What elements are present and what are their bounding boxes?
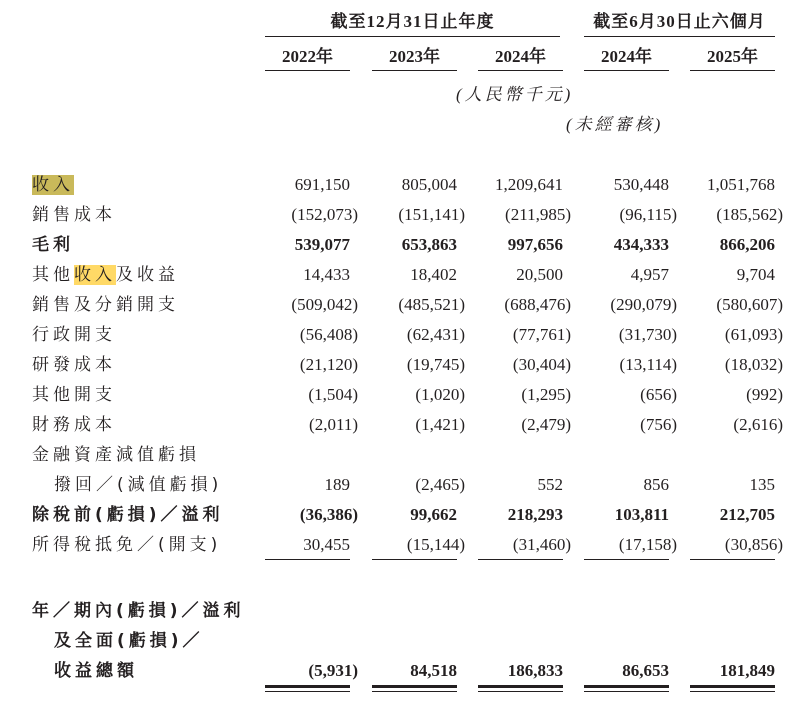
cell: 539,077 bbox=[294, 235, 350, 254]
cell: (5,931) bbox=[308, 661, 358, 680]
cell: 9,704 bbox=[736, 265, 775, 284]
row-label: 財務成本 bbox=[32, 415, 116, 435]
label-part: 及收益 bbox=[116, 265, 179, 285]
cell: (18,032) bbox=[724, 355, 783, 374]
total-double-rule bbox=[478, 685, 563, 692]
cell: 1,209,641 bbox=[495, 175, 563, 194]
cell: (2,011) bbox=[309, 415, 358, 434]
cell: (30,856) bbox=[724, 535, 783, 554]
cell: (21,120) bbox=[299, 355, 358, 374]
highlighted-text: 收入 bbox=[74, 265, 116, 285]
cell: (36,386) bbox=[299, 505, 358, 524]
row-label: 研發成本 bbox=[32, 355, 116, 375]
cell: (290,079) bbox=[610, 295, 677, 314]
cell: (2,465) bbox=[415, 475, 465, 494]
total-label-line bbox=[0, 626, 800, 656]
table-row bbox=[0, 440, 800, 470]
cell: 30,455 bbox=[303, 535, 350, 554]
unit-note: (人民幣千元) bbox=[456, 85, 574, 104]
cell: (688,476) bbox=[504, 295, 571, 314]
cell: (1,421) bbox=[415, 415, 465, 434]
cell: (19,745) bbox=[406, 355, 465, 374]
cell: 691,150 bbox=[294, 175, 350, 194]
total-double-rule bbox=[265, 685, 350, 692]
cell: 866,206 bbox=[719, 235, 775, 254]
row-label: 年／期內(虧損)／溢利 bbox=[32, 601, 245, 621]
total-row bbox=[0, 656, 800, 686]
cell: 4,957 bbox=[630, 265, 669, 284]
cell: 212,705 bbox=[719, 505, 775, 524]
row-label: 銷售及分銷開支 bbox=[32, 295, 179, 315]
row-label: 撥回／(減值虧損) bbox=[54, 475, 223, 495]
cell: (1,504) bbox=[308, 385, 358, 404]
total-double-rule bbox=[372, 685, 457, 692]
cell: 1,051,768 bbox=[707, 175, 775, 194]
cell: (30,404) bbox=[512, 355, 571, 374]
row-label: 行政開支 bbox=[32, 325, 116, 345]
cell: (580,607) bbox=[716, 295, 783, 314]
cell: 103,811 bbox=[614, 505, 669, 524]
cell: (15,144) bbox=[406, 535, 465, 554]
cell: (485,521) bbox=[398, 295, 465, 314]
row-label: 毛利 bbox=[32, 235, 74, 255]
table-row bbox=[0, 230, 800, 260]
table-row bbox=[0, 410, 800, 440]
cell: 14,433 bbox=[303, 265, 350, 284]
cell: 99,662 bbox=[410, 505, 457, 524]
year-header-5: 2025年 bbox=[690, 44, 775, 71]
cell: 530,448 bbox=[613, 175, 669, 194]
cell: (62,431) bbox=[406, 325, 465, 344]
table-row bbox=[0, 530, 800, 560]
unaudited-note: (未經審核) bbox=[566, 115, 664, 134]
cell: (509,042) bbox=[291, 295, 358, 314]
cell: 18,402 bbox=[410, 265, 457, 284]
cell: (992) bbox=[746, 385, 783, 404]
cell: (31,730) bbox=[618, 325, 677, 344]
total-double-rule bbox=[584, 685, 669, 692]
row-label bbox=[32, 170, 74, 200]
table-row bbox=[0, 500, 800, 530]
cell: (211,985) bbox=[505, 205, 571, 224]
cell: 218,293 bbox=[507, 505, 563, 524]
cell: (13,114) bbox=[619, 355, 677, 374]
row-label: 銷售成本 bbox=[32, 205, 116, 225]
table-row bbox=[0, 290, 800, 320]
cell: 181,849 bbox=[719, 661, 775, 680]
cell: (756) bbox=[640, 415, 677, 434]
table-row bbox=[0, 170, 800, 200]
cell: (152,073) bbox=[291, 205, 358, 224]
row-label: 除稅前(虧損)／溢利 bbox=[32, 505, 224, 525]
year-header-1: 2022年 bbox=[265, 44, 350, 71]
subtotal-rule bbox=[584, 559, 669, 560]
cell: (1,020) bbox=[415, 385, 465, 404]
subtotal-rule bbox=[478, 559, 563, 560]
highlighted-text: 收入 bbox=[32, 175, 74, 195]
cell: 20,500 bbox=[516, 265, 563, 284]
cell: 135 bbox=[749, 475, 775, 494]
subtotal-rule bbox=[372, 559, 457, 560]
cell: 997,656 bbox=[507, 235, 563, 254]
total-double-rule bbox=[690, 685, 775, 692]
cell: 186,833 bbox=[507, 661, 563, 680]
label-part: 其他 bbox=[32, 265, 74, 285]
row-label: 收益總額 bbox=[54, 661, 138, 681]
cell: (61,093) bbox=[724, 325, 783, 344]
row-label: 其他開支 bbox=[32, 385, 116, 405]
row-label: 及全面(虧損)／ bbox=[54, 631, 204, 651]
cell: 653,863 bbox=[401, 235, 457, 254]
table-row bbox=[0, 470, 800, 500]
cell: (185,562) bbox=[716, 205, 783, 224]
cell: (56,408) bbox=[299, 325, 358, 344]
cell: (151,141) bbox=[398, 205, 465, 224]
subtotal-rule bbox=[690, 559, 775, 560]
table-row bbox=[0, 260, 800, 290]
cell: (1,295) bbox=[521, 385, 571, 404]
total-label-line bbox=[0, 596, 800, 626]
cell: (2,479) bbox=[521, 415, 571, 434]
cell: (2,616) bbox=[733, 415, 783, 434]
cell: (17,158) bbox=[618, 535, 677, 554]
cell: 189 bbox=[324, 475, 350, 494]
cell: (77,761) bbox=[512, 325, 571, 344]
cell: 86,653 bbox=[622, 661, 669, 680]
cell: 552 bbox=[537, 475, 563, 494]
period-header-interim: 截至6月30日止六個月 bbox=[584, 8, 775, 37]
cell: (31,460) bbox=[512, 535, 571, 554]
period-header-annual: 截至12月31日止年度 bbox=[265, 8, 560, 37]
subtotal-rule bbox=[265, 559, 350, 560]
row-label bbox=[32, 260, 179, 290]
cell: 856 bbox=[643, 475, 669, 494]
cell: (96,115) bbox=[619, 205, 677, 224]
cell: 434,333 bbox=[613, 235, 669, 254]
table-row bbox=[0, 320, 800, 350]
year-header-2: 2023年 bbox=[372, 44, 457, 71]
row-label: 所得稅抵免／(開支) bbox=[32, 535, 222, 555]
year-header-4: 2024年 bbox=[584, 44, 669, 71]
cell: 805,004 bbox=[401, 175, 457, 194]
table-row bbox=[0, 380, 800, 410]
row-label: 金融資產減值虧損 bbox=[32, 445, 200, 465]
table-row bbox=[0, 200, 800, 230]
table-row bbox=[0, 350, 800, 380]
cell: (656) bbox=[640, 385, 677, 404]
year-header-3: 2024年 bbox=[478, 44, 563, 71]
cell: 84,518 bbox=[410, 661, 457, 680]
